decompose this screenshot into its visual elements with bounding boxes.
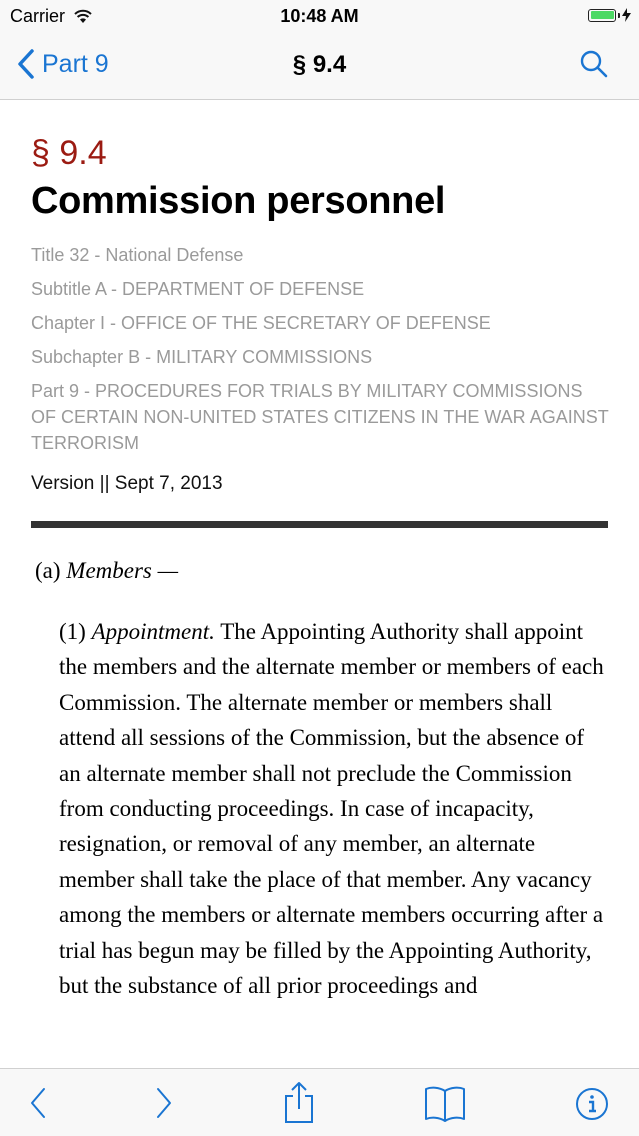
- breadcrumb-part: Part 9 - PROCEDURES FOR TRIALS BY MILITARY COMMISSIONS OF CERTAIN NON-UNITED STATES CITIZENS IN THE WAR AGAINST TERRORISM: [31, 381, 609, 453]
- chevron-left-icon: [24, 1083, 52, 1123]
- back-button-label: Part 9: [42, 49, 109, 78]
- breadcrumb-subtitle: Subtitle A - DEPARTMENT OF DEFENSE: [31, 279, 365, 299]
- navigation-bar: [0, 32, 639, 100]
- divider: [31, 521, 608, 528]
- paragraph-a: [35, 558, 178, 584]
- previous-button[interactable]: [24, 1083, 52, 1128]
- info-icon: [574, 1086, 610, 1122]
- content-area[interactable]: [0, 100, 639, 1068]
- section-title: Commission personnel: [31, 180, 446, 222]
- breadcrumb-chapter: Chapter I - OFFICE OF THE SECRETARY OF DEFENSE: [31, 313, 491, 333]
- status-time: 10:48 AM: [280, 6, 359, 26]
- nav-title: § 9.4: [292, 51, 347, 78]
- search-button[interactable]: [579, 49, 609, 84]
- share-button[interactable]: [282, 1079, 316, 1130]
- paragraph-1-heading: Appointment.: [91, 619, 215, 644]
- paragraph-1: [59, 614, 611, 1003]
- info-button[interactable]: [574, 1086, 610, 1127]
- carrier-label: Carrier: [10, 6, 66, 26]
- status-bar: [0, 0, 639, 32]
- section-number: § 9.4: [31, 134, 107, 172]
- version-label: Version || Sept 7, 2013: [31, 473, 223, 494]
- charging-icon: [622, 8, 631, 22]
- breadcrumb-title: Title 32 - National Defense: [31, 245, 244, 265]
- search-icon: [579, 49, 609, 79]
- book-icon: [424, 1085, 466, 1123]
- bottom-toolbar: [0, 1068, 639, 1136]
- bookmarks-button[interactable]: [424, 1085, 466, 1128]
- breadcrumb-subchapter: Subchapter B - MILITARY COMMISSIONS: [31, 347, 373, 367]
- breadcrumb: [31, 242, 611, 464]
- paragraph-1-prefix: (1): [59, 619, 92, 644]
- paragraph-1-text: The Appointing Authority shall appoint the members and the alternate member or members of each Commission. The alternate member or members shall attend all sessions of the Commission, but the absence of an alternate member shall not preclude the Commission from conducting proceedings. In case of incapacity, resignation, or removal of any member, an alternate member shall take the place of that member. Any vacancy among the members or alternate members occurring after a trial has begun may be filled by the Appointing Authority, but the substance of all prior proceedings and: [59, 619, 604, 999]
- paragraph-a-heading: Members —: [66, 558, 179, 583]
- chevron-right-icon: [150, 1083, 178, 1123]
- paragraph-a-prefix: (a): [35, 558, 67, 583]
- share-icon: [282, 1079, 316, 1125]
- next-button[interactable]: [150, 1083, 178, 1128]
- battery-icon: [588, 8, 631, 22]
